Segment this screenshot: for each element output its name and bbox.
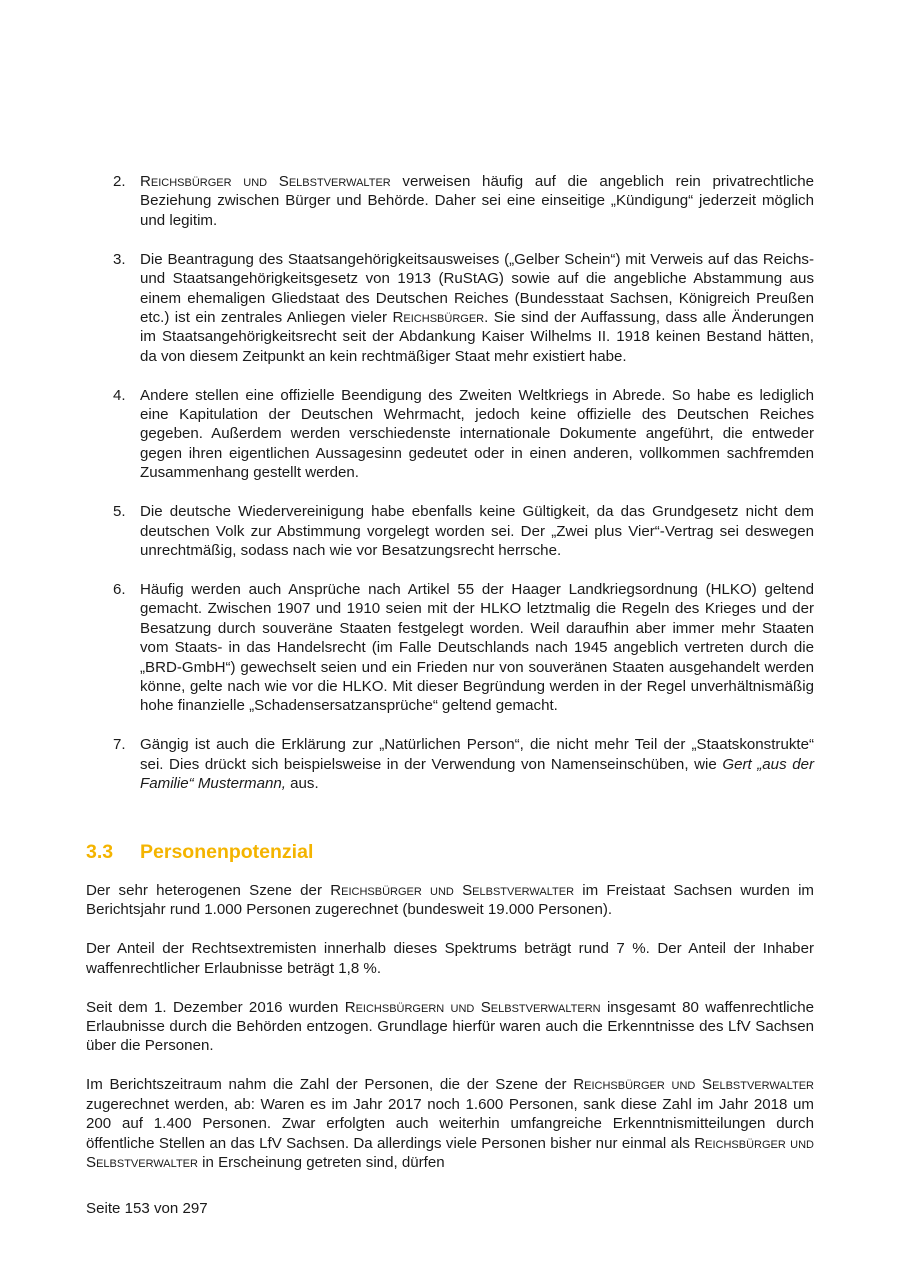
text-run: Die deutsche Wiedervereinigung habe ebenfalls keine Gültigkeit, da das Grundgesetz nicht dem deutschen Volk zur Abstimmung vorgelegt worden sei. Der „Zwei plus Vier“-Vertrag sei deswegen unrechtmäßig, sodass nach wie vor Besatzungsrecht herrsche. [140,503,814,559]
text-run: Häufig werden auch Ansprüche nach Artikel 55 der Haager Landkriegsordnung (HLKO) geltend gemacht. Zwischen 1907 und 1910 seien mit der HLKO letztmalig die Regeln des Krieges und der Besatzung durch souveräne Staaten festgelegt worden. Weil daraufhin aber immer mehr Staaten vom Staats- in das Handelsrecht (im Falle Deutschlands nach 1945 angeblich vertreten durch die „BRD-GmbH“) gewechselt seien und ein Frieden nur von souveränen Staaten ausgehandelt werden könne, gelte nach wie vor die HLKO. Mit dieser Begründung werden in der Regel unverhältnismäßig hohe finanzielle „Schadensersatzansprüche“ geltend gemacht. [140,580,814,715]
text-run: Gängig ist auch die Erklärung zur „Natürlichen Person“, die nicht mehr Teil der „Staatskonstrukte“ sei. Dies drückt sich beispielsweise in der Verwendung von Namenseinschüben, wie [140,736,814,773]
list-item-number: 7. [113,736,126,754]
paragraph [86,998,814,1056]
numbered-list [86,172,814,813]
small-caps-text: Reichsbürger und Selbstverwalter [86,1134,814,1171]
small-caps-text: Reichsbürger und Selbstverwalter [573,1076,814,1094]
text-run: Der Anteil der Rechtsextremisten innerhalb dieses Spektrums beträgt rund 7 %. Der Anteil der Inhaber waffenrechtlicher Erlaubnisse beträgt 1,8 %. [86,940,814,977]
text-run: aus. [285,775,319,793]
text-run: insgesamt 80 waffenrechtliche Erlaubnisse durch die Behörden entzogen. Grundlage hierfür waren auch die Erkenntnisse des LfV Sachsen über die Personen. [86,998,814,1055]
text-run: Seit dem 1. Dezember 2016 wurden [86,998,345,1016]
text-run: Andere stellen eine offizielle Beendigung des Zweiten Weltkriegs in Abrede. So habe es lediglich eine Kapitulation der Deutschen Wehrmacht, jedoch keine offizielle des Deutschen Reiches gegeben. Außerdem werden verschiedenste internationale Dokumente angeführt, die entweder gegen ihren eigentlichen Aussagesinn gedeutet oder in einen anderen, vollkommen sachfremden Zusammenhang gestellt werden. [140,386,814,482]
text-run: in Erscheinung getreten sind, dürfen [197,1153,445,1171]
text-run: Im Berichtszeitraum nahm die Zahl der Personen, die der Szene der [86,1076,574,1094]
small-caps-text: Reichsbürger [392,308,485,326]
list-item [86,172,814,230]
small-caps-text: Reichsbürger und Selbstverwalter [140,173,391,190]
list-item [86,735,814,793]
paragraph [86,939,814,978]
list-item-number: 4. [113,386,126,404]
small-caps-text: Reichsbürgern und Selbstverwaltern [344,998,601,1016]
section-title: Personenpotenzial [140,841,314,863]
list-item-number: 6. [113,580,126,598]
paragraph [86,1075,814,1172]
list-item [86,250,814,366]
text-run: zugerechnet werden, ab: Waren es im Jahr 2017 noch 1.600 Personen, sank diese Zahl im Jahr 2018 um 200 auf 1.400 Personen. Zwar erfolgten auch weiterhin umfangreiche Erkenntnismitteilungen durch öffentliche Stellen an das LfV Sachsen. Da allerdings viele Personen bisher nur einmal als [86,1095,814,1152]
text-run: im Freistaat Sachsen wurden im Berichtsjahr rund 1.000 Personen zugerechnet (bundesweit 19.000 Personen). [86,882,815,919]
text-run: . Sie sind der Auffassung, dass alle Änderungen im Staatsangehörigkeitsrecht seit der Abdankung Kaiser Wilhelms II. 1918 keinen Bestand hätten, da von diesem Zeitpunkt an kein rechtmäßiger Staat mehr existiert habe. [140,308,814,365]
list-item [86,502,814,560]
section-heading [86,840,313,864]
section-number: 3.3 [86,841,114,863]
list-item-number: 2. [113,173,126,190]
italic-text: Gert „aus der Familie“ Mustermann, [140,755,815,793]
list-item [86,386,814,483]
paragraph [86,881,814,920]
list-item-number: 3. [113,250,126,268]
list-item [86,580,814,716]
small-caps-text: Reichsbürger und Selbstverwalter [330,882,575,899]
page-footer: Seite 153 von 297 [86,1200,208,1217]
text-run: Der sehr heterogenen Szene der [86,882,331,899]
text-run: verweisen häufig auf die angeblich rein privatrechtliche Beziehung zwischen Bürger und Behörde. Daher sei eine einseitige „Kündigung“ jederzeit möglich und legitim. [140,173,815,229]
text-run: Die Beantragung des Staatsangehörigkeitsausweises („Gelber Schein“) mit Verweis auf das Reichs- und Staatsangehörigkeitsgesetz von 1913 (RuStAG) sowie auf die angebliche Abstammung aus einem ehemaligen Gliedstaat des Deutschen Reiches (Bundesstaat Sachsen, Königreich Preußen etc.) ist ein zentrales Anliegen vieler [140,250,814,326]
list-item-number: 5. [113,503,126,521]
body-text [86,881,814,1192]
